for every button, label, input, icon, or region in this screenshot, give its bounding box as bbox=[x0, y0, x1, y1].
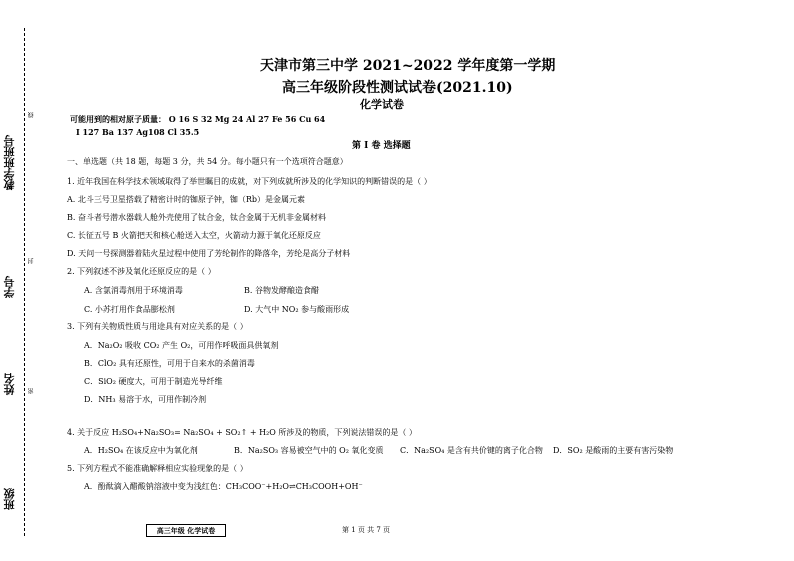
question-1-option-b: B. 奋斗者号潜水器载人舱外壳使用了钛合金，钛合金属于无机非金属材料 bbox=[67, 213, 326, 222]
question-5-option-a: A．酚酞滴入醋酸钠溶液中变为浅红色：CH₃COO⁻+H₂O⇌CH₃COOH+OH⁻ bbox=[84, 482, 363, 491]
seal-mark-bottom: 密 bbox=[28, 388, 35, 394]
footer-label: 高三年级 化学试卷 bbox=[146, 524, 226, 537]
atomic-masses-line1: 可能用到的相对原子质量： O 16 S 32 Mg 24 Al 27 Fe 56 Cu 64 bbox=[70, 114, 326, 124]
question-1-option-d: D. 天问一号探测器着陆火星过程中使用了芳纶制作的降落伞，芳纶是高分子材料 bbox=[67, 249, 351, 258]
section-instructions: 一、单选题（共 18 题，每题 3 分，共 54 分。每小题只有一个选项符合题意） bbox=[67, 157, 348, 166]
question-3-option-a: A．Na₂O₂ 吸收 CO₂ 产生 O₂，可用作呼吸面具供氧剂 bbox=[84, 341, 279, 350]
question-2-option-a: A. 含氯消毒剂用于环境消毒 bbox=[84, 286, 183, 295]
question-1-stem: 1. 近年我国在科学技术领域取得了举世瞩目的成就，对下列成就所涉及的化学知识的判断错误的是（ ） bbox=[67, 177, 432, 186]
question-1-option-c: C. 长征五号 B 火箭把天和核心舱送入太空，火箭动力源于氧化还原反应 bbox=[67, 231, 321, 240]
student-name-label: 姓名 bbox=[3, 373, 16, 395]
question-4-stem: 4. 关于反应 H₂SO₄+Na₂SO₃= Na₂SO₄ + SO₂↑ + H₂O 所涉及的物质，下列说法错误的是（ ） bbox=[67, 428, 417, 437]
question-3-stem: 3. 下列有关物质性质与用途具有对应关系的是（ ） bbox=[67, 322, 248, 331]
question-2-stem: 2. 下列叙述不涉及氧化还原反应的是（ ） bbox=[67, 267, 216, 276]
question-2-option-b: B. 谷物发酵酿造食醋 bbox=[244, 286, 319, 295]
question-2-option-c: C. 小苏打用作食品膨松剂 bbox=[84, 305, 175, 314]
exam-title-line1: 天津市第三中学 2021~2022 学年度第一学期 bbox=[260, 58, 556, 74]
question-3-option-d: D．NH₃ 易溶于水，可用作制冷剂 bbox=[84, 395, 207, 404]
question-4-option-a: A．H₂SO₄ 在该反应中为氧化剂 bbox=[84, 446, 198, 455]
question-4-option-c: C．Na₂SO₄ 是含有共价键的离子化合物 bbox=[400, 446, 543, 455]
question-1-option-a: A. 北斗三号卫星搭载了精密计时的铷原子钟，铷（Rb）是金属元素 bbox=[67, 195, 306, 204]
question-4-option-d: D．SO₂ 是酸雨的主要有害污染物 bbox=[553, 446, 674, 455]
question-2-option-d: D. 大气中 NO₂ 参与酸雨形成 bbox=[244, 305, 350, 314]
class-label: 班级 bbox=[3, 488, 16, 510]
student-number-label: 学号 bbox=[3, 276, 16, 298]
question-3-option-c: C．SiO₂ 硬度大，可用于制造光导纤维 bbox=[84, 377, 223, 386]
class-school-id-label: 教学班班号 bbox=[3, 135, 16, 190]
seal-mark-mid: 封 bbox=[28, 258, 35, 264]
subject-title: 化学试卷 bbox=[360, 98, 404, 111]
question-3-option-b: B．ClO₂ 具有还原性，可用于自来水的杀菌消毒 bbox=[84, 359, 255, 368]
binding-line bbox=[24, 28, 25, 536]
question-5-stem: 5. 下列方程式不能准确解释相应实验现象的是（ ） bbox=[67, 464, 248, 473]
exam-title-line2: 高三年级阶段性测试试卷(2021.10) bbox=[282, 80, 513, 96]
question-4-option-b: B．Na₂SO₃ 容易被空气中的 O₂ 氧化变质 bbox=[234, 446, 384, 455]
seal-mark-top: 线 bbox=[28, 112, 35, 118]
section-title: 第 I 卷 选择题 bbox=[352, 141, 411, 151]
atomic-masses-line2: I 127 Ba 137 Ag108 Cl 35.5 bbox=[76, 127, 200, 137]
page-number: 第 1 页 共 7 页 bbox=[342, 526, 391, 534]
